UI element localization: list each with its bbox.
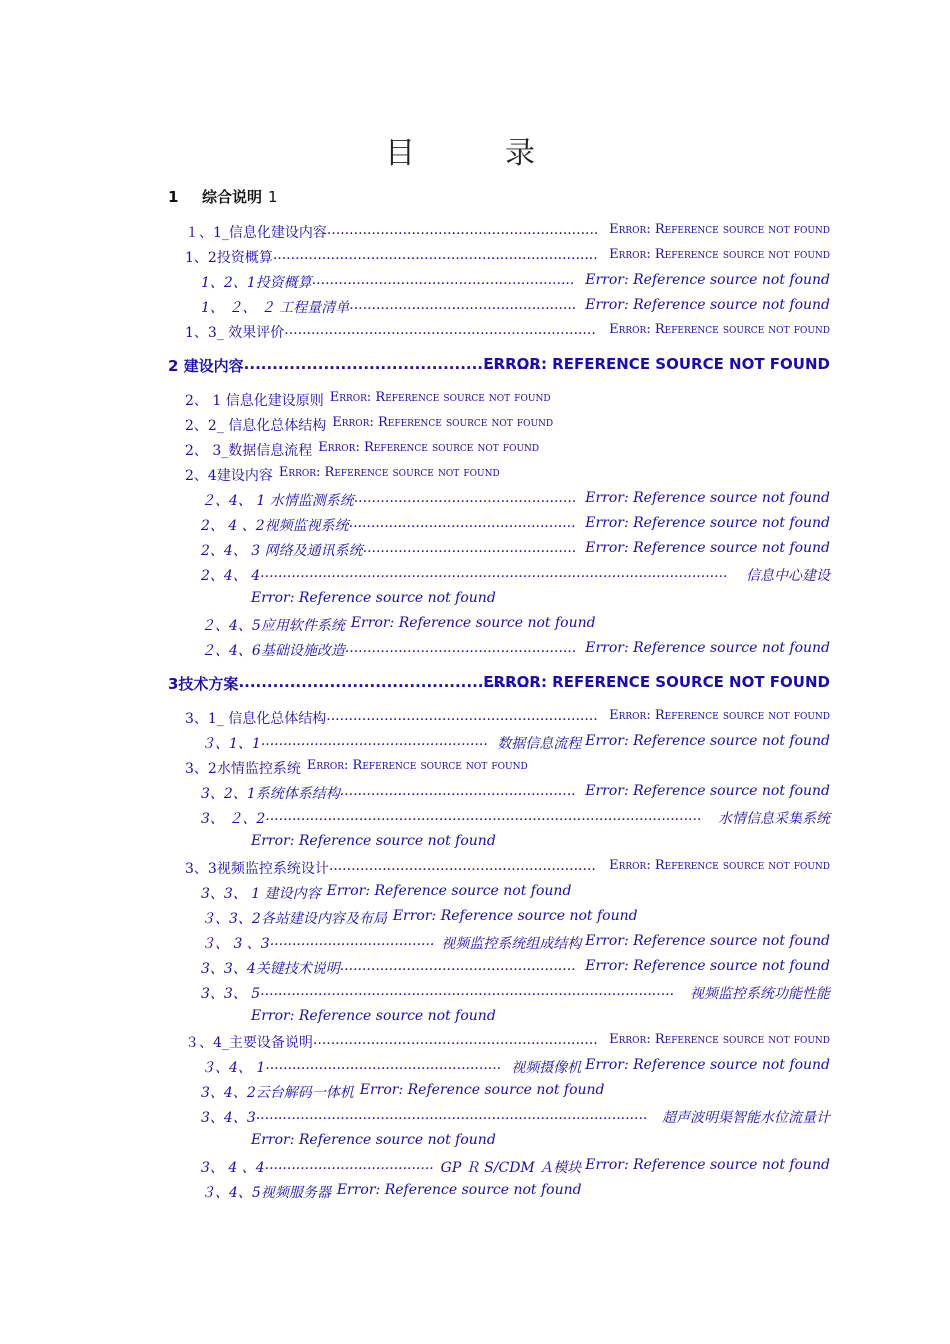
toc-entry-label: 2、 1 信息化建设原则 (185, 393, 324, 409)
toc-entry-continuation[interactable] (0, 1132, 950, 1157)
toc-entry-label: １、1_信息化建设内容 (185, 225, 327, 241)
toc-entry-reference: Error: Reference source not found (585, 640, 830, 656)
toc-entry-reference: Error: Reference source not found (332, 415, 554, 430)
toc-indent (201, 1132, 251, 1148)
toc-entry[interactable] (0, 272, 950, 297)
toc-entry-label: 2、2_ 信息化总体结构 (185, 418, 327, 434)
toc-entry[interactable] (0, 1032, 950, 1057)
toc-leader-dots: ........................................................... (311, 272, 575, 288)
toc-entry-label: ２、4、5应用软件系统 (201, 618, 345, 634)
toc-entry[interactable] (0, 1107, 950, 1132)
toc-entry-label: ３、4_主要设备说明 (185, 1035, 313, 1051)
toc-entry-reference: Error: Reference source not found (251, 590, 496, 606)
toc-entry-reference: Error: Reference source not found (585, 297, 830, 313)
toc-entry-label: 1、3_ 效果评价 (185, 325, 285, 341)
toc-entry[interactable] (0, 247, 950, 272)
toc-entry-title-right: 超声波明渠智能水位流量计 (662, 1110, 830, 1126)
toc-indent (201, 833, 251, 849)
toc-entry[interactable] (0, 1082, 950, 1107)
toc-entry[interactable] (0, 783, 950, 808)
toc-leader-dots: ......................................................................................................... (260, 565, 728, 581)
toc-entry-label: ３、 3 、3 (201, 936, 270, 952)
toc-entry-reference: Error: Reference source not found (278, 465, 500, 480)
toc-heading-page: 1 (268, 188, 278, 206)
toc-entry-label: 2、4、 3 网络及通讯系统 (201, 543, 363, 559)
toc-entry[interactable] (0, 758, 950, 783)
toc-leader-dots: ................................................... (260, 733, 488, 749)
toc-entry-reference: Error: Reference source not found (585, 1157, 830, 1173)
toc-entry-reference: Error: Reference source not found (585, 1057, 830, 1073)
toc-entry[interactable] (0, 958, 950, 983)
toc-entry-reference: Error: Reference source not found (609, 708, 830, 723)
toc-entry-label: 1、 ２、 ２ 工程量清单 (201, 300, 350, 316)
toc-entry-reference: ERROR: REFERENCE SOURCE NOT FOUND (483, 673, 830, 691)
toc-leader-dots: ..................................................... (339, 783, 576, 799)
toc-entry-title-right: 信息中心建设 (746, 568, 830, 584)
toc-leader-dots: ......................................................................... (272, 247, 598, 263)
toc-entry-reference: Error: Reference source not found (336, 1182, 582, 1198)
toc-entry-label: 3、3、 5 (201, 986, 261, 1002)
toc-entry-title-right: 视频监控系统组成结构 (441, 936, 582, 952)
toc-leader-dots: .................................................. (353, 490, 577, 506)
toc-entry[interactable] (0, 515, 950, 540)
toc-entry[interactable] (0, 565, 950, 590)
toc-leader-dots: ............................................................. (326, 708, 598, 724)
toc-entry[interactable] (0, 733, 950, 758)
toc-entry-label: 2、4建设内容 (185, 468, 273, 484)
toc-entry-reference: Error: Reference source not found (306, 758, 528, 773)
toc-entry-label: 2、 4 、2视频监视系统 (201, 518, 349, 534)
toc-entry[interactable] (0, 1157, 950, 1182)
toc-entry-reference: Error: Reference source not found (585, 783, 830, 799)
toc-entry[interactable] (0, 490, 950, 515)
toc-heading-1 (168, 186, 278, 207)
toc-entry-label: 3、3、 1 建设内容 (201, 886, 321, 902)
toc-entry-label: 3、 ２、2 (201, 811, 266, 827)
toc-entry-label: ３、1、1 (201, 736, 261, 752)
toc-leader-dots: .................................................................................................. (265, 808, 702, 824)
toc-entry-reference: Error: Reference source not found (318, 440, 540, 455)
toc-leader-dots: ................................................ (362, 540, 577, 556)
toc-entry[interactable] (0, 673, 950, 698)
toc-entry-reference: Error: Reference source not found (585, 540, 830, 556)
toc-heading-number: 1 (168, 188, 179, 206)
toc-heading-label: 综合说明 (202, 188, 263, 206)
toc-entry-label: 3、2、1系统体系结构 (201, 786, 340, 802)
toc-entry-title-right: 视频摄像机 (511, 1060, 582, 1076)
toc-entry-reference: Error: Reference source not found (350, 615, 596, 631)
toc-entry-reference: Error: Reference source not found (585, 490, 830, 506)
toc-entry-continuation[interactable] (0, 1008, 950, 1033)
toc-entry[interactable] (0, 883, 950, 908)
toc-leader-dots: ........................................................................................ (255, 1107, 648, 1123)
toc-entry-title-right: 数据信息流程 (497, 736, 582, 752)
toc-leader-dots: .................................................... (243, 355, 540, 373)
toc-entry[interactable] (0, 390, 950, 415)
toc-entry[interactable] (0, 1057, 950, 1082)
toc-entry[interactable] (0, 355, 950, 380)
toc-entry-continuation[interactable] (0, 590, 950, 615)
toc-entry-label: 3、2水情监控系统 (185, 761, 301, 777)
toc-leader-dots: ................................................... (348, 515, 576, 531)
toc-entry-reference: Error: Reference source not found (251, 833, 496, 849)
toc-entry-reference: Error: Reference source not found (609, 222, 830, 237)
toc-entry-label: 3、 4 、4 (201, 1160, 265, 1176)
toc-entry-reference: Error: Reference source not found (251, 1132, 496, 1148)
toc-entry[interactable] (0, 297, 950, 322)
toc-entry-label: 3技术方案 (168, 675, 239, 693)
toc-entry-label: ２、4、6基础设施改造 (201, 643, 345, 659)
toc-entry[interactable] (0, 540, 950, 565)
toc-entry-label: 3、4、3 (201, 1110, 256, 1126)
toc-entry-reference: Error: Reference source not found (585, 733, 830, 749)
toc-entry-continuation[interactable] (0, 833, 950, 858)
toc-leader-dots: ...................................................................... (284, 322, 596, 338)
toc-entry-label: 3、4、2云台解码一体机 (201, 1085, 354, 1101)
toc-entry-reference: Error: Reference source not found (585, 272, 830, 288)
toc-entry-reference: Error: Reference source not found (359, 1082, 605, 1098)
toc-entry-label: ３、4、 1 (201, 1060, 266, 1076)
toc-entry-label: ３、3、2各站建设内容及布局 (201, 911, 387, 927)
toc-indent (201, 1008, 251, 1024)
toc-leader-dots: ................................................................ (312, 1032, 598, 1048)
toc-entry-label: 1、2投资概算 (185, 250, 273, 266)
toc-entry-label: ３、4、5视频服务器 (201, 1185, 331, 1201)
toc-leader-dots: ............................................................................................. (260, 983, 675, 999)
toc-entry-label: 3、3视频监控系统设计 (185, 861, 329, 877)
toc-entry[interactable] (0, 708, 950, 733)
toc-entry-title-right: 视频监控系统功能性能 (690, 986, 830, 1002)
toc-entry[interactable] (0, 640, 950, 665)
toc-entry-reference: Error: Reference source not found (609, 858, 830, 873)
toc-entry[interactable] (0, 415, 950, 440)
toc-entry[interactable] (0, 858, 950, 883)
toc-leader-dots: ............................................................. (326, 222, 599, 238)
toc-indent (201, 590, 251, 606)
toc-entry-reference: Error: Reference source not found (585, 958, 830, 974)
toc-leader-dots: ..................................................... (265, 1057, 502, 1073)
toc-entry-label: ２、4、 1 水情监测系统 (201, 493, 354, 509)
toc-entry-label: 3、3、4关键技术说明 (201, 961, 340, 977)
toc-entry-label: 2、4、 4 (201, 568, 261, 584)
toc-entry-label: 2、 3_数据信息流程 (185, 443, 313, 459)
toc-entry-reference: Error: Reference source not found (609, 247, 830, 262)
toc-entry[interactable] (0, 222, 950, 247)
toc-entry-reference: Error: Reference source not found (585, 515, 830, 531)
toc-entry-label: 3、1_ 信息化总体结构 (185, 711, 327, 727)
toc-entry-reference: ERROR: REFERENCE SOURCE NOT FOUND (483, 355, 830, 373)
toc-entry[interactable] (0, 440, 950, 465)
toc-leader-dots: ..................................................... (238, 673, 541, 691)
toc-entry-reference: Error: Reference source not found (392, 908, 638, 924)
toc-entry-reference: Error: Reference source not found (609, 1032, 830, 1047)
toc-entry-reference: Error: Reference source not found (609, 322, 830, 337)
toc-entry[interactable] (0, 983, 950, 1008)
toc-entry-label: 1、2、1投资概算 (201, 275, 312, 291)
toc-leader-dots: ................................................... (349, 297, 577, 313)
toc-entry[interactable] (0, 908, 950, 933)
toc-entry-label: 2 建设内容 (168, 357, 244, 375)
toc-entry-title-right: GP Ｒ S/CDM Ａ模块 (440, 1160, 582, 1176)
toc-entry[interactable] (0, 615, 950, 640)
toc-entry-title-right: 水情信息采集系统 (718, 811, 830, 827)
toc-entry[interactable] (0, 1182, 950, 1207)
toc-entry-reference: Error: Reference source not found (585, 933, 830, 949)
toc-leader-dots: ..................................................... (339, 958, 576, 974)
toc-entry-reference: Error: Reference source not found (329, 390, 551, 405)
toc-entry[interactable] (0, 322, 950, 347)
toc-entry[interactable] (0, 465, 950, 490)
toc-leader-dots: .................................................... (344, 640, 577, 656)
toc-leader-dots: ...................................... (264, 1157, 434, 1173)
toc-entry[interactable] (0, 933, 950, 958)
page-title: 目 录 (385, 136, 565, 171)
toc-leader-dots: ..................................... (269, 933, 435, 949)
toc-leader-dots: ............................................................ (328, 858, 596, 874)
toc-entry-reference: Error: Reference source not found (251, 1008, 496, 1024)
toc-entry-reference: Error: Reference source not found (326, 883, 572, 899)
toc-entry[interactable] (0, 808, 950, 833)
